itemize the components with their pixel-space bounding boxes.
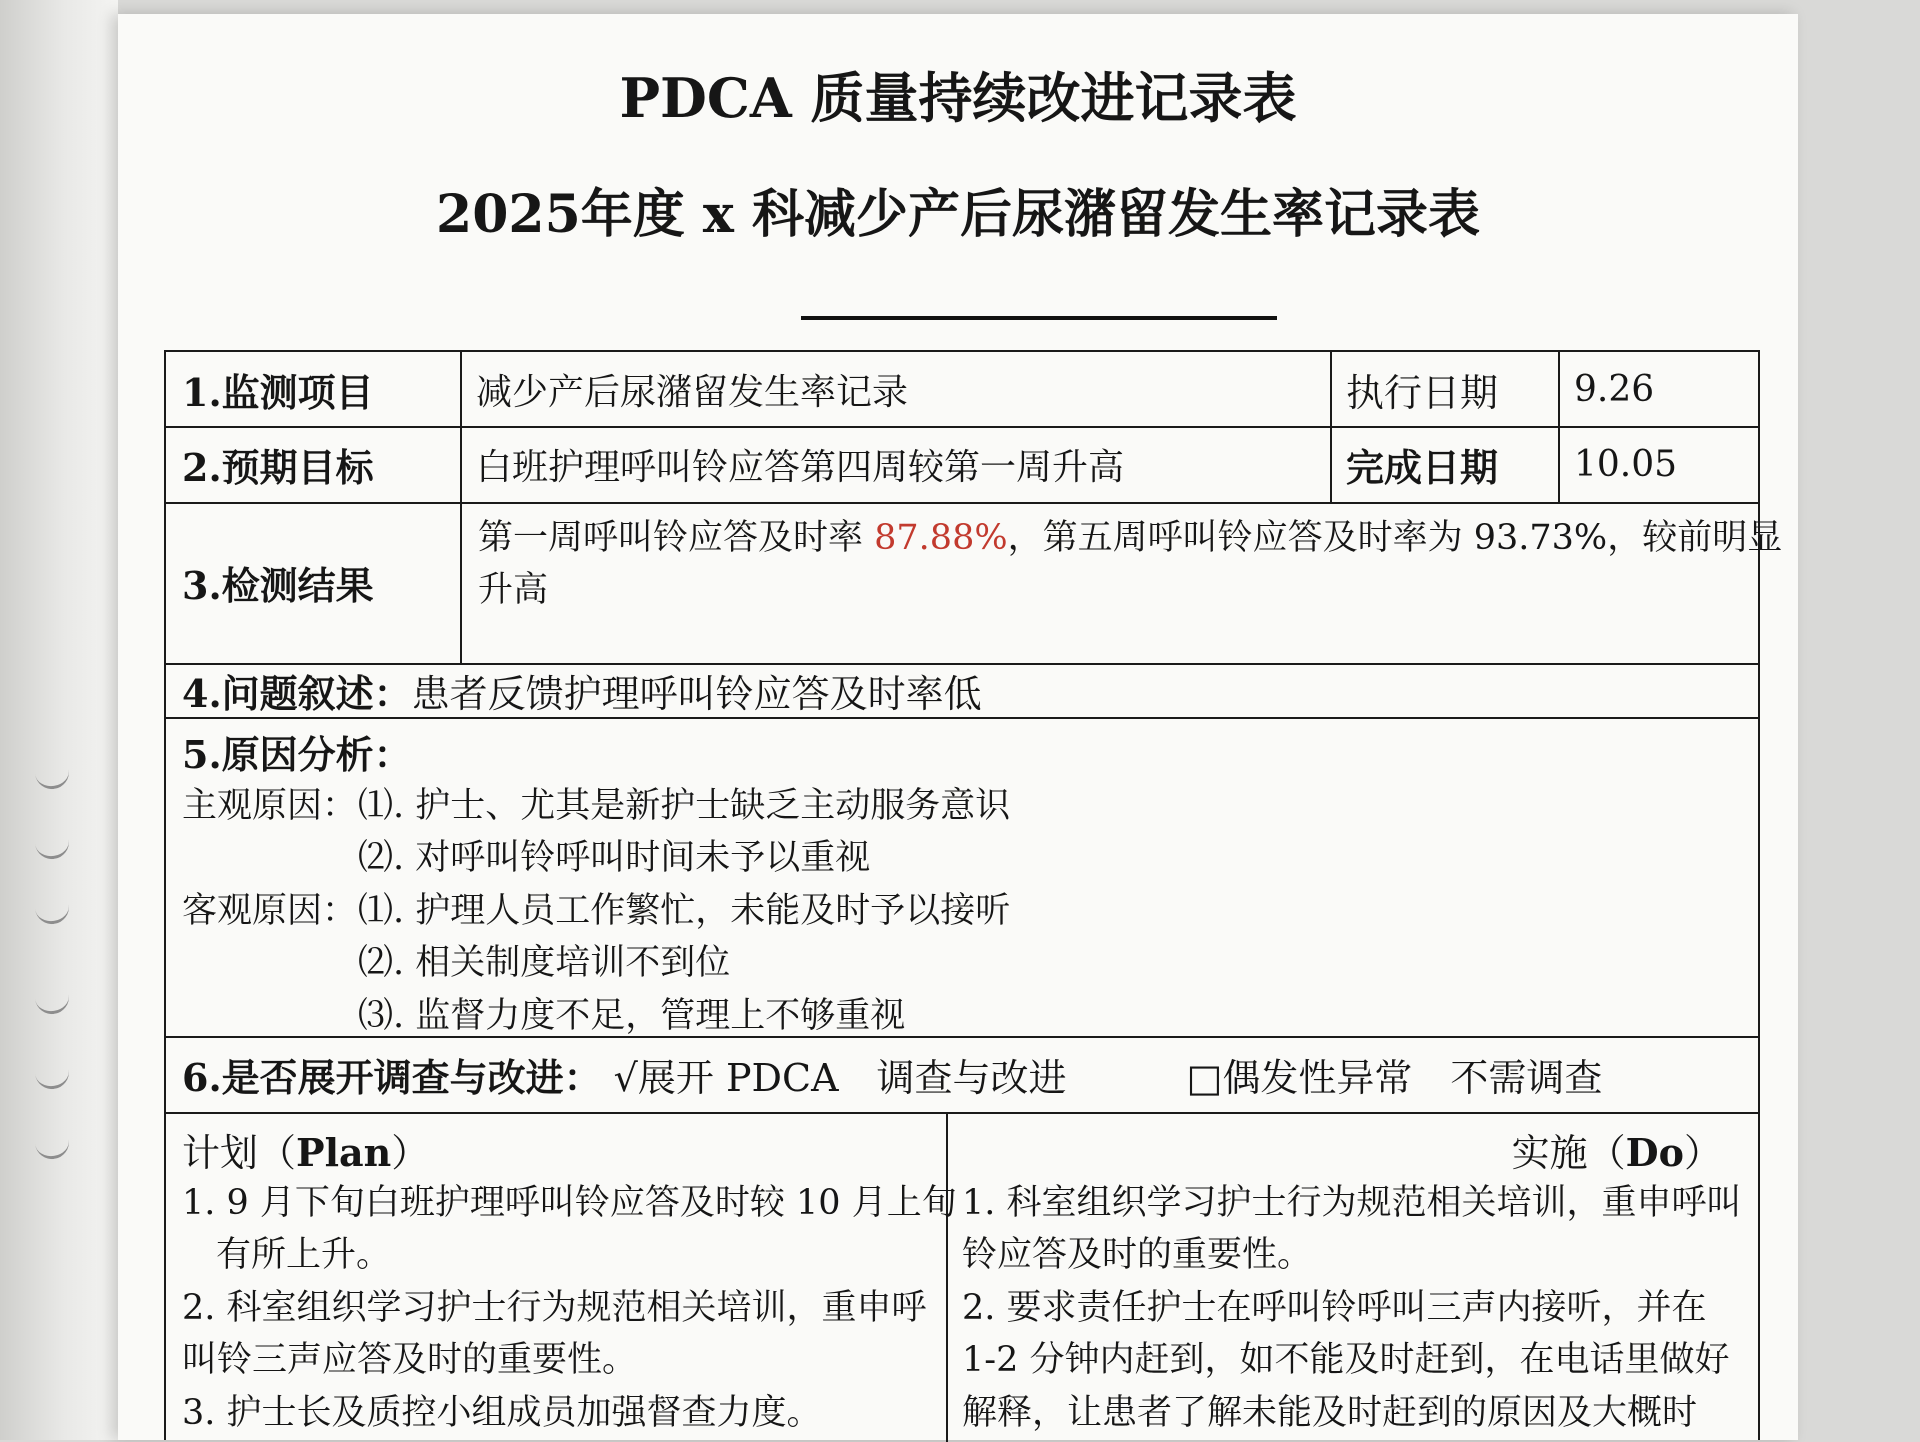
do-heading-suffix: ） <box>1683 1131 1722 1175</box>
do-heading-prefix: 实施（ <box>1511 1131 1626 1175</box>
objective-cause-2: ⑵. 相关制度培训不到位 <box>358 943 731 983</box>
column-divider <box>946 1112 948 1442</box>
do-heading-word: Do <box>1625 1130 1684 1175</box>
objective-cause-1: ⑴. 护理人员工作繁忙，未能及时予以接听 <box>358 891 1011 931</box>
binding-ring <box>35 903 71 927</box>
monitor-value: 减少产后尿潴留发生率记录 <box>476 371 909 413</box>
plan-heading-word: Plan <box>296 1130 392 1175</box>
plan-heading-prefix: 计划（ <box>182 1131 297 1175</box>
do-line: 2. 要求责任护士在呼叫铃呼叫三声内接听，并在 <box>962 1288 1707 1328</box>
row-divider <box>166 1112 1758 1114</box>
do-heading <box>1512 1122 1722 1177</box>
objective-cause-3: ⑶. 监督力度不足，管理上不够重视 <box>358 996 906 1036</box>
problem-row <box>166 663 1758 717</box>
binding-ring <box>35 1138 71 1162</box>
page-subtitle: 2025年度 x 科减少产后尿潴留发生率记录表 <box>436 184 1480 245</box>
problem-label: 4.问题叙述： <box>182 670 412 716</box>
plan-heading-suffix: ） <box>391 1131 430 1175</box>
start-date-label: 执行日期 <box>1346 370 1499 415</box>
investigate-row <box>166 1036 1758 1112</box>
do-line: 铃应答及时的重要性。 <box>962 1235 1313 1275</box>
result-label: 3.检测结果 <box>182 563 374 608</box>
investigate-label: 6.是否展开调查与改进： <box>182 1054 602 1100</box>
subjective-label: 主观原因： <box>182 786 358 826</box>
cause-label: 5.原因分析： <box>182 732 412 777</box>
plan-line: 3. 护士长及质控小组成员加强督查力度。 <box>182 1393 822 1433</box>
do-line: 1. 科室组织学习护士行为规范相关培训，重申呼叫 <box>962 1183 1742 1223</box>
binding-ring <box>35 993 71 1017</box>
end-date-label: 完成日期 <box>1346 444 1499 490</box>
binding-ring <box>35 838 71 862</box>
goal-value: 白班护理呼叫铃应答第四周较第一周升高 <box>476 446 1125 488</box>
title-underline <box>801 316 1277 320</box>
goal-label: 2.预期目标 <box>182 444 374 490</box>
notebook-binding <box>0 0 118 1440</box>
result-text <box>478 512 1783 616</box>
subjective-cause-2: ⑵. 对呼叫铃呼叫时间未予以重视 <box>358 838 871 878</box>
result-text-line2: 升高 <box>478 570 549 610</box>
do-line: 解释，让患者了解未能及时赶到的原因及大概时 <box>962 1393 1698 1433</box>
start-date-value: 9.26 <box>1574 368 1655 410</box>
plan-line: 叫铃三声应答及时的重要性。 <box>182 1340 638 1380</box>
do-line: 1-2 分钟内赶到，如不能及时赶到，在电话里做好 <box>962 1340 1730 1380</box>
no-investigation-option: □偶发性异常 不需调查 <box>1186 1055 1603 1100</box>
subjective-cause-1: ⑴. 护士、尤其是新护士缺乏主动服务意识 <box>358 786 1011 826</box>
pdca-option: √展开 PDCA 调查与改进 <box>613 1055 1067 1100</box>
result-text-part: 第一周呼叫铃应答及时率 <box>478 518 875 558</box>
monitor-label: 1.监测项目 <box>182 369 374 415</box>
binding-ring <box>35 1068 71 1092</box>
problem-value: 患者反馈护理呼叫铃应答及时率低 <box>411 671 982 716</box>
plan-line: 有所上升。 <box>216 1235 392 1275</box>
end-date-value: 10.05 <box>1574 443 1678 485</box>
objective-label: 客观原因： <box>182 891 358 931</box>
record-table <box>164 350 1783 1440</box>
plan-line: 2. 科室组织学习护士行为规范相关培训，重申呼 <box>182 1288 927 1328</box>
result-text-part: ，第五周呼叫铃应答及时率为 93.73%，较前明显 <box>1007 518 1783 558</box>
result-highlight: 87.88% <box>874 518 1008 558</box>
plan-line: 1. 9 月下旬白班护理呼叫铃应答及时较 10 月上旬 <box>182 1183 957 1223</box>
page-title: PDCA 质量持续改进记录表 <box>619 66 1297 130</box>
plan-heading <box>182 1122 429 1177</box>
binding-ring <box>35 768 71 792</box>
